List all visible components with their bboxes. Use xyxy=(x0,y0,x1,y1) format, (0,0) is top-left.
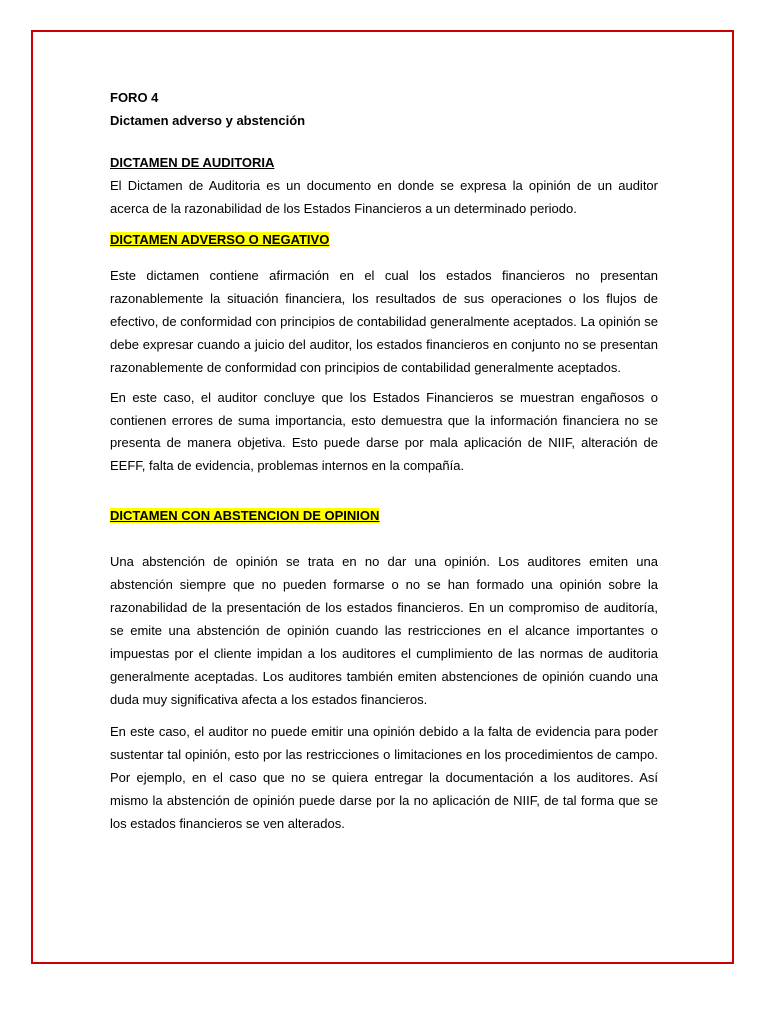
document-body xyxy=(110,86,658,835)
section-title-dictamen-auditoria: DICTAMEN DE AUDITORIA xyxy=(110,155,275,170)
highlighted-title: DICTAMEN CON ABSTENCION DE OPINION xyxy=(110,508,380,523)
section-title-dictamen-abstencion xyxy=(110,506,658,526)
paragraph-abstencion-1: Una abstención de opinión se trata en no dar una opinión. Los auditores emiten una abstención siempre que no pueden formarse o no se han formado una opinión sobre la razonabilidad de la presentación de los estados financieros. En un compromiso de auditoría, se emite una abstención de opinión cuando las restricciones en el alcance importantes o impuestas por el cliente impidan a los auditores el cumplimiento de las normas de auditoria generalmente aceptadas. Los auditores también emiten abstenciones de opinión cuando una duda muy significativa afecta a los estados financieros. xyxy=(110,554,658,707)
paragraph-abstencion-2: En este caso, el auditor no puede emitir una opinión debido a la falta de evidencia para poder sustentar tal opinión, esto por las restricciones o limitaciones en los procedimientos de campo. Por ejemplo, en el caso que no se quiera entregar la documentación a los auditores. Así mismo la abstención de opinión puede darse por la no aplicación de NIIF, de tal forma que se los estados financieros se ven alterados. xyxy=(110,724,658,831)
section-title-dictamen-adverso xyxy=(110,230,658,250)
paragraph-dictamen-auditoria: El Dictamen de Auditoria es un documento en donde se expresa la opinión de un auditor acerca de la razonabilidad de los Estados Financieros a un determinado periodo. xyxy=(110,178,658,216)
forum-title: FORO 4 xyxy=(110,90,159,105)
highlighted-title: DICTAMEN ADVERSO O NEGATIVO xyxy=(110,232,330,247)
paragraph-adverso-1: Este dictamen contiene afirmación en el cual los estados financieros no presentan razonablemente la situación financiera, los resultados de sus operaciones o los flujos de efectivo, de conformidad con principios de contabilidad generalmente aceptados. La opinión se debe expresar cuando a juicio del auditor, los estados financieros en conjunto no se presentan razonablemente de conformidad con principios de contabilidad generalmente aceptados. xyxy=(110,268,658,375)
document-subtitle: Dictamen adverso y abstención xyxy=(110,113,306,128)
paragraph-adverso-2: En este caso, el auditor concluye que los Estados Financieros se muestran engañosos o contienen errores de suma importancia, esto demuestra que la información financiera no se presenta de manera objetiva. Esto puede darse por mala aplicación de NIIF, alteración de EEFF, falta de evidencia, problemas internos en la compañía. xyxy=(110,390,658,473)
